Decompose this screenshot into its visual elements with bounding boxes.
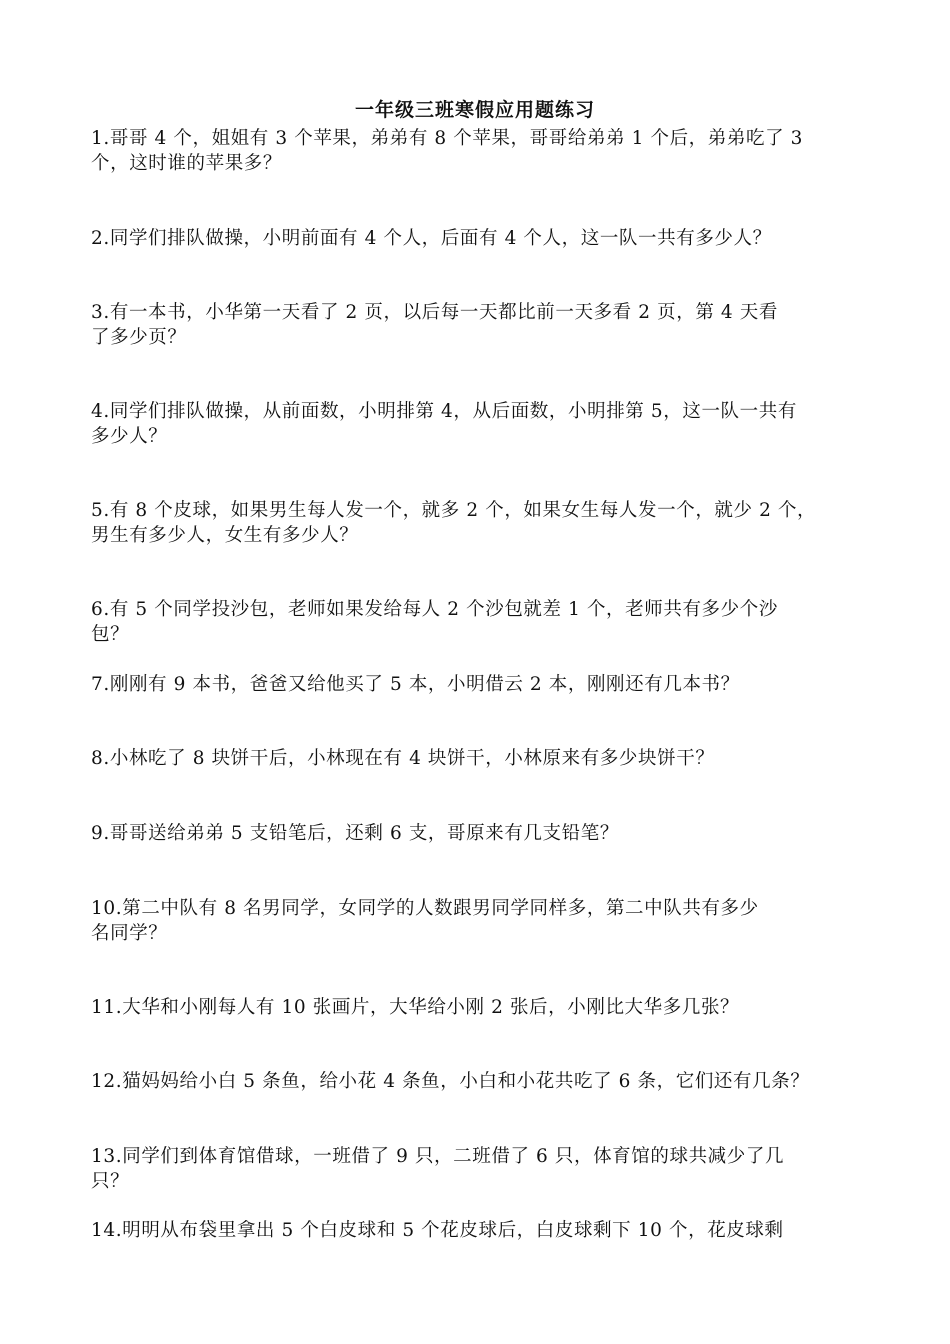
question-14: 14.明明从布袋里拿出 5 个白皮球和 5 个花皮球后，白皮球剩下 10 个，花皮球剩 [91, 1220, 784, 1241]
question-12: 12.猫妈妈给小白 5 条鱼，给小花 4 条鱼，小白和小花共吃了 6 条，它们还有几条？ [91, 1071, 810, 1092]
question-4: 4.同学们排队做操，从前面数，小明排第 4，从后面数，小明排第 5，这一队一共有 多少人？ [91, 401, 797, 447]
question-9: 9.哥哥送给弟弟 5 支铅笔后，还剩 6 支，哥原来有几支铅笔？ [91, 823, 619, 844]
question-11: 11.大华和小刚每人有 10 张画片，大华给小刚 2 张后，小刚比大华多几张？ [91, 997, 740, 1018]
question-8: 8.小林吃了 8 块饼干后，小林现在有 4 块饼干，小林原来有多少块饼干？ [91, 748, 715, 769]
question-10: 10.第二中队有 8 名男同学，女同学的人数跟男同学同样多，第二中队共有多少 名同学？ [91, 898, 759, 944]
question-1: 1.哥哥 4 个，姐姐有 3 个苹果，弟弟有 8 个苹果，哥哥给弟弟 1 个后，弟弟吃了 3 个，这时谁的苹果多？ [91, 128, 804, 174]
question-6: 6.有 5 个同学投沙包，老师如果发给每人 2 个沙包就差 1 个，老师共有多少个沙 包？ [91, 599, 778, 645]
question-7: 7.刚刚有 9 本书，爸爸又给他买了 5 本，小明借云 2 本，刚刚还有几本书？ [91, 674, 740, 695]
question-2: 2.同学们排队做操，小明前面有 4 个人，后面有 4 个人，这一队一共有多少人？ [91, 228, 772, 249]
page-title: 一年级三班寒假应用题练习 [354, 99, 595, 121]
question-5: 5.有 8 个皮球，如果男生每人发一个，就多 2 个，如果女生每人发一个，就少 2 个， 男生有多少人，女生有多少人？ [91, 500, 817, 546]
question-3: 3.有一本书，小华第一天看了 2 页，以后每一天都比前一天多看 2 页，第 4 天看 了多少页？ [91, 302, 778, 348]
question-13: 13.同学们到体育馆借球，一班借了 9 只，二班借了 6 只，体育馆的球共减少了几 只？ [91, 1146, 785, 1192]
